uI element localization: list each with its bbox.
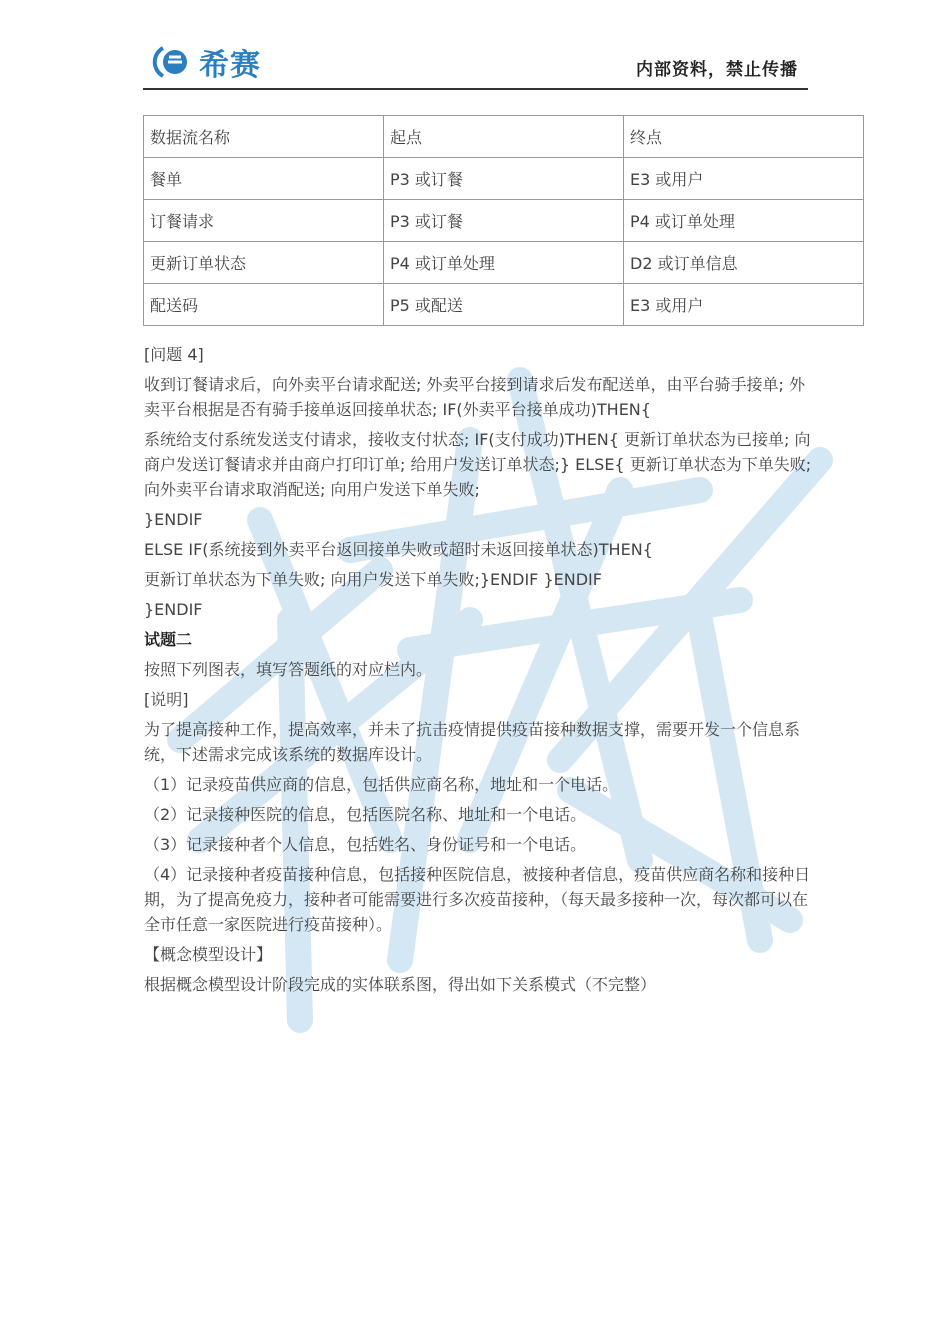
paragraph: 更新订单状态为下单失败; 向用户发送下单失败;}ENDIF }ENDIF <box>144 570 602 589</box>
table-header-row <box>144 116 864 158</box>
confidential-note: 内部资料，禁止传播 <box>636 60 798 80</box>
table-cell: 终点 <box>624 116 864 158</box>
table-cell: P4 或订单处理 <box>384 242 624 284</box>
paragraph: }ENDIF <box>144 600 203 619</box>
table-cell: 数据流名称 <box>144 116 384 158</box>
paragraph: 为了提高接种工作，提高效率，并未了抗击疫情提供疫苗接种数据支撑，需要开发一个信息系统，下述需求完成该系统的数据库设计。 <box>144 720 801 764</box>
paragraph: 系统给支付系统发送支付请求，接收支付状态; IF(支付成功)THEN{ 更新订单状态为已接单; 向商户发送订餐请求并由商户打印订单; 给用户发送订单状态;} ELSE{ 更新订单状态为下单失败; 向外卖平台请求取消配送; 向用户发送下单失败; <box>144 430 812 499</box>
table-cell: P3 或订餐 <box>384 200 624 242</box>
logo-icon <box>151 42 195 82</box>
table-cell: 起点 <box>384 116 624 158</box>
table-cell: P4 或订单处理 <box>624 200 864 242</box>
table-cell: E3 或用户 <box>624 284 864 326</box>
paragraph: ELSE IF(系统接到外卖平台返回接单失败或超时未返回接单状态)THEN{ <box>144 540 653 559</box>
paragraph: 收到订餐请求后，向外卖平台请求配送; 外卖平台接到请求后发布配送单，由平台骑手接单; 外卖平台根据是否有骑手接单返回接单状态; IF(外卖平台接单成功)THEN{ <box>144 375 805 419</box>
table-cell: P5 或配送 <box>384 284 624 326</box>
table-cell: 餐单 <box>144 158 384 200</box>
table-row <box>144 284 864 326</box>
brand-name: 希赛 <box>199 48 261 83</box>
table-cell: 订餐请求 <box>144 200 384 242</box>
requirement-item: （2）记录接种医院的信息，包括医院名称、地址和一个电话。 <box>144 805 587 824</box>
data-flow-table <box>143 115 864 326</box>
table-cell: P3 或订餐 <box>384 158 624 200</box>
page-header <box>143 38 808 90</box>
table-row <box>144 200 864 242</box>
table-row <box>144 158 864 200</box>
table-cell: E3 或用户 <box>624 158 864 200</box>
model-design-heading: 【概念模型设计】 <box>144 945 273 964</box>
table-cell: 配送码 <box>144 284 384 326</box>
description-heading: [说明] <box>144 690 189 709</box>
paragraph: 根据概念模型设计阶段完成的实体联系图，得出如下关系模式（不完整） <box>144 975 657 994</box>
table-row <box>144 242 864 284</box>
document-body <box>144 342 812 1002</box>
brand-logo <box>151 42 261 82</box>
requirement-item: （4）记录接种者疫苗接种信息，包括接种医院信息，被接种者信息，疫苗供应商名称和接种日期，为了提高免疫力，接种者可能需要进行多次疫苗接种，（每天最多接种一次，每次都可以在全市任意一家医院进行疫苗接种）。 <box>144 865 811 934</box>
section-heading: 试题二 <box>144 630 193 649</box>
paragraph: }ENDIF <box>144 510 203 529</box>
question-4-heading: [问题 4] <box>144 345 204 364</box>
paragraph: 按照下列图表，填写答题纸的对应栏内。 <box>144 660 433 679</box>
table-cell: 更新订单状态 <box>144 242 384 284</box>
requirement-item: （3）记录接种者个人信息，包括姓名、身份证号和一个电话。 <box>144 835 587 854</box>
requirement-item: （1）记录疫苗供应商的信息，包括供应商名称，地址和一个电话。 <box>144 775 619 794</box>
table-cell: D2 或订单信息 <box>624 242 864 284</box>
